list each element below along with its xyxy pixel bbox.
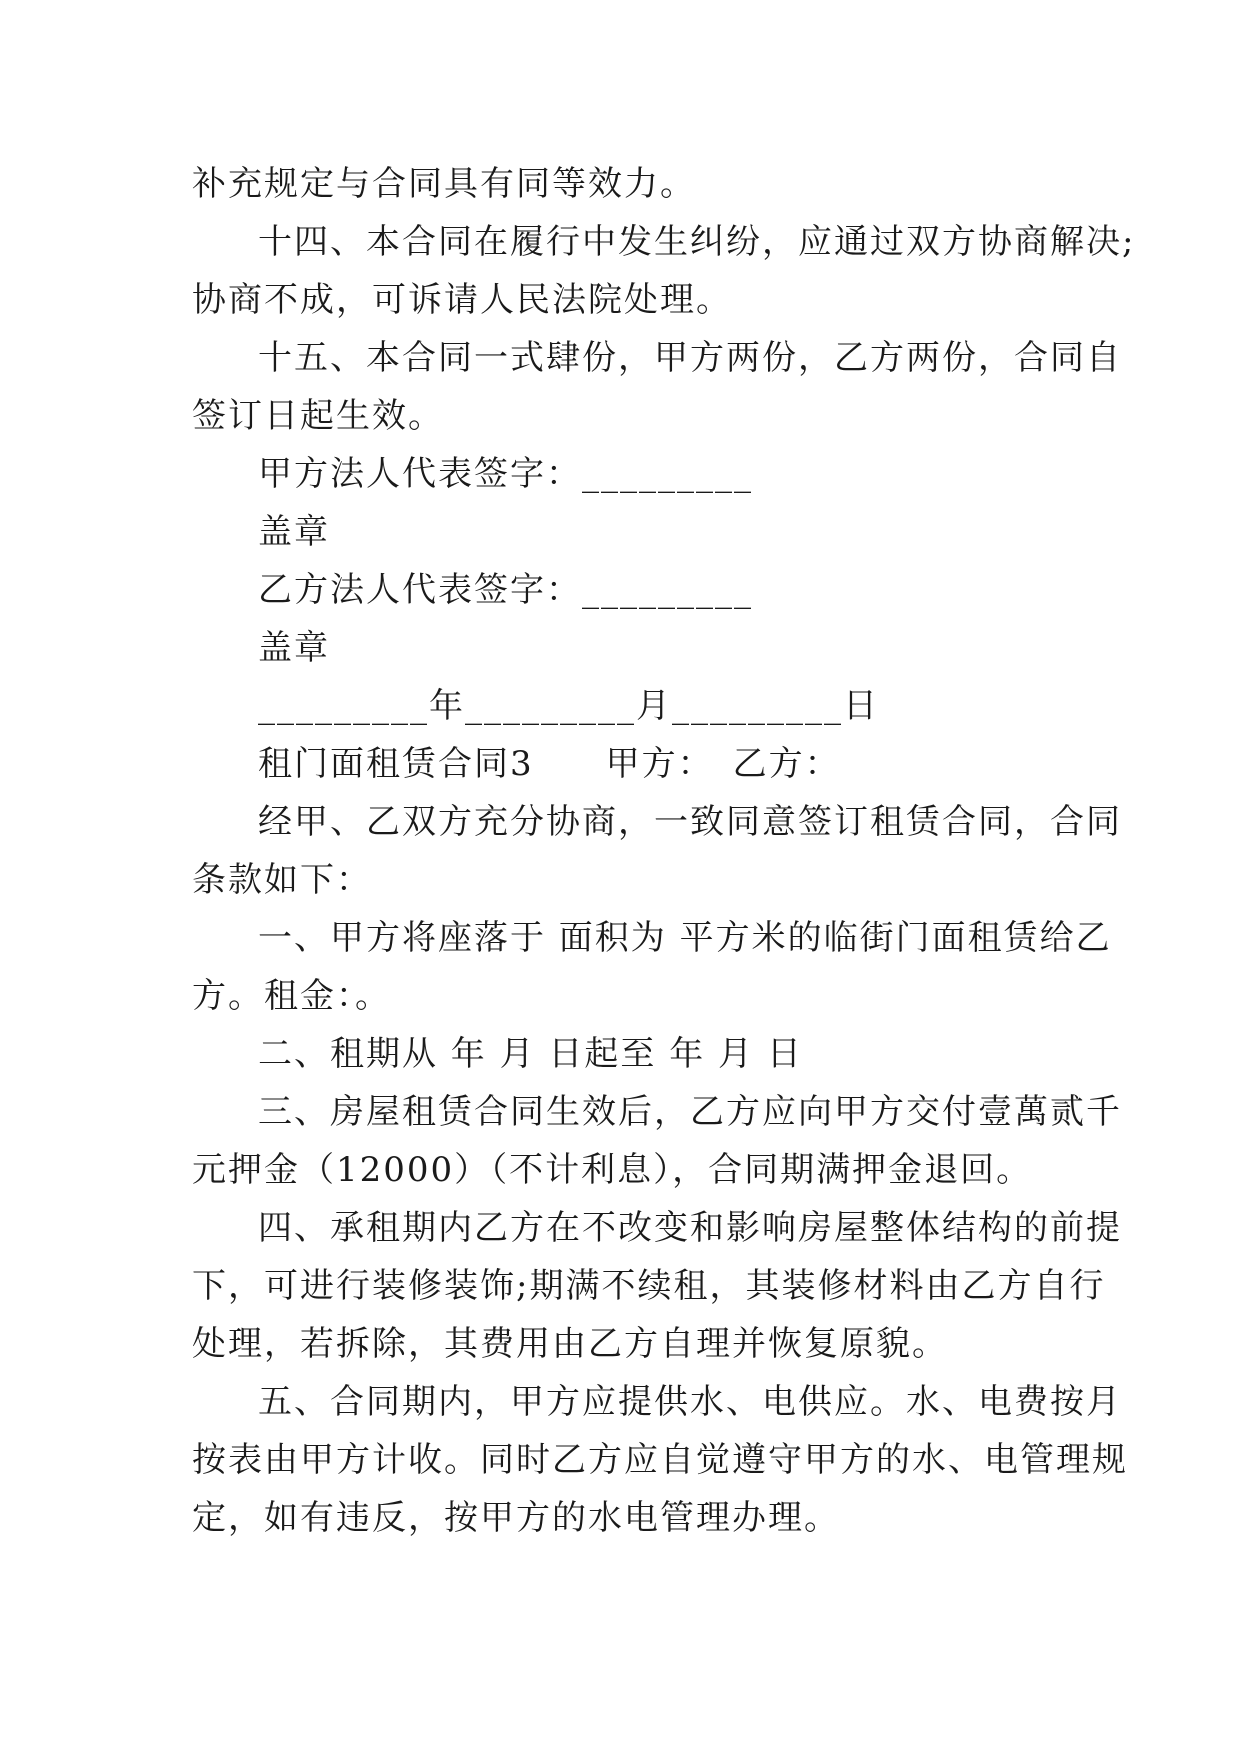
text-line: 十四、本合同在履行中发生纠纷，应通过双方协商解决; [258, 222, 1136, 262]
text-line: 五、合同期内，甲方应提供水、电供应。水、电费按月 [258, 1382, 1122, 1422]
text-line: 处理，若拆除，其费用由乙方自理并恢复原貌。 [192, 1324, 948, 1364]
contract-heading: 租门面租赁合同3 甲方： 乙方： [258, 744, 841, 784]
text-line: 签订日起生效。 [192, 396, 444, 436]
text-line: 元押金（12000）（不计利息），合同期满押金退回。 [192, 1150, 1033, 1190]
text-line: 条款如下： [192, 860, 372, 900]
text-line: 三、房屋租赁合同生效后，乙方应向甲方交付壹萬贰千 [258, 1092, 1122, 1132]
text-line: 一、甲方将座落于 面积为 平方米的临街门面租赁给乙 [258, 918, 1112, 958]
text-line: 方。租金：。 [192, 976, 391, 1016]
signature-line-party-a: 甲方法人代表签字：_________ [258, 454, 753, 494]
seal-label: 盖章 [258, 628, 330, 668]
text-line: 十五、本合同一式肆份，甲方两份，乙方两份，合同自 [258, 338, 1122, 378]
signature-line-party-b: 乙方法人代表签字：_________ [258, 570, 753, 610]
text-line: 协商不成，可诉请人民法院处理。 [192, 280, 732, 320]
text-line: 二、租期从 年 月 日起至 年 月 日 [258, 1034, 803, 1074]
text-line: 定，如有违反，按甲方的水电管理办理。 [192, 1498, 840, 1538]
text-line: 经甲、乙双方充分协商，一致同意签订租赁合同，合同 [258, 802, 1122, 842]
seal-label: 盖章 [258, 512, 330, 552]
text-line: 补充规定与合同具有同等效力。 [192, 164, 696, 204]
text-line: 按表由甲方计收。同时乙方应自觉遵守甲方的水、电管理规 [192, 1440, 1128, 1480]
date-line: _________年_________月_________日 [258, 686, 879, 726]
text-line: 四、承租期内乙方在不改变和影响房屋整体结构的前提 [258, 1208, 1122, 1248]
text-line: 下，可进行装修装饰;期满不续租，其装修材料由乙方自行 [192, 1266, 1106, 1306]
